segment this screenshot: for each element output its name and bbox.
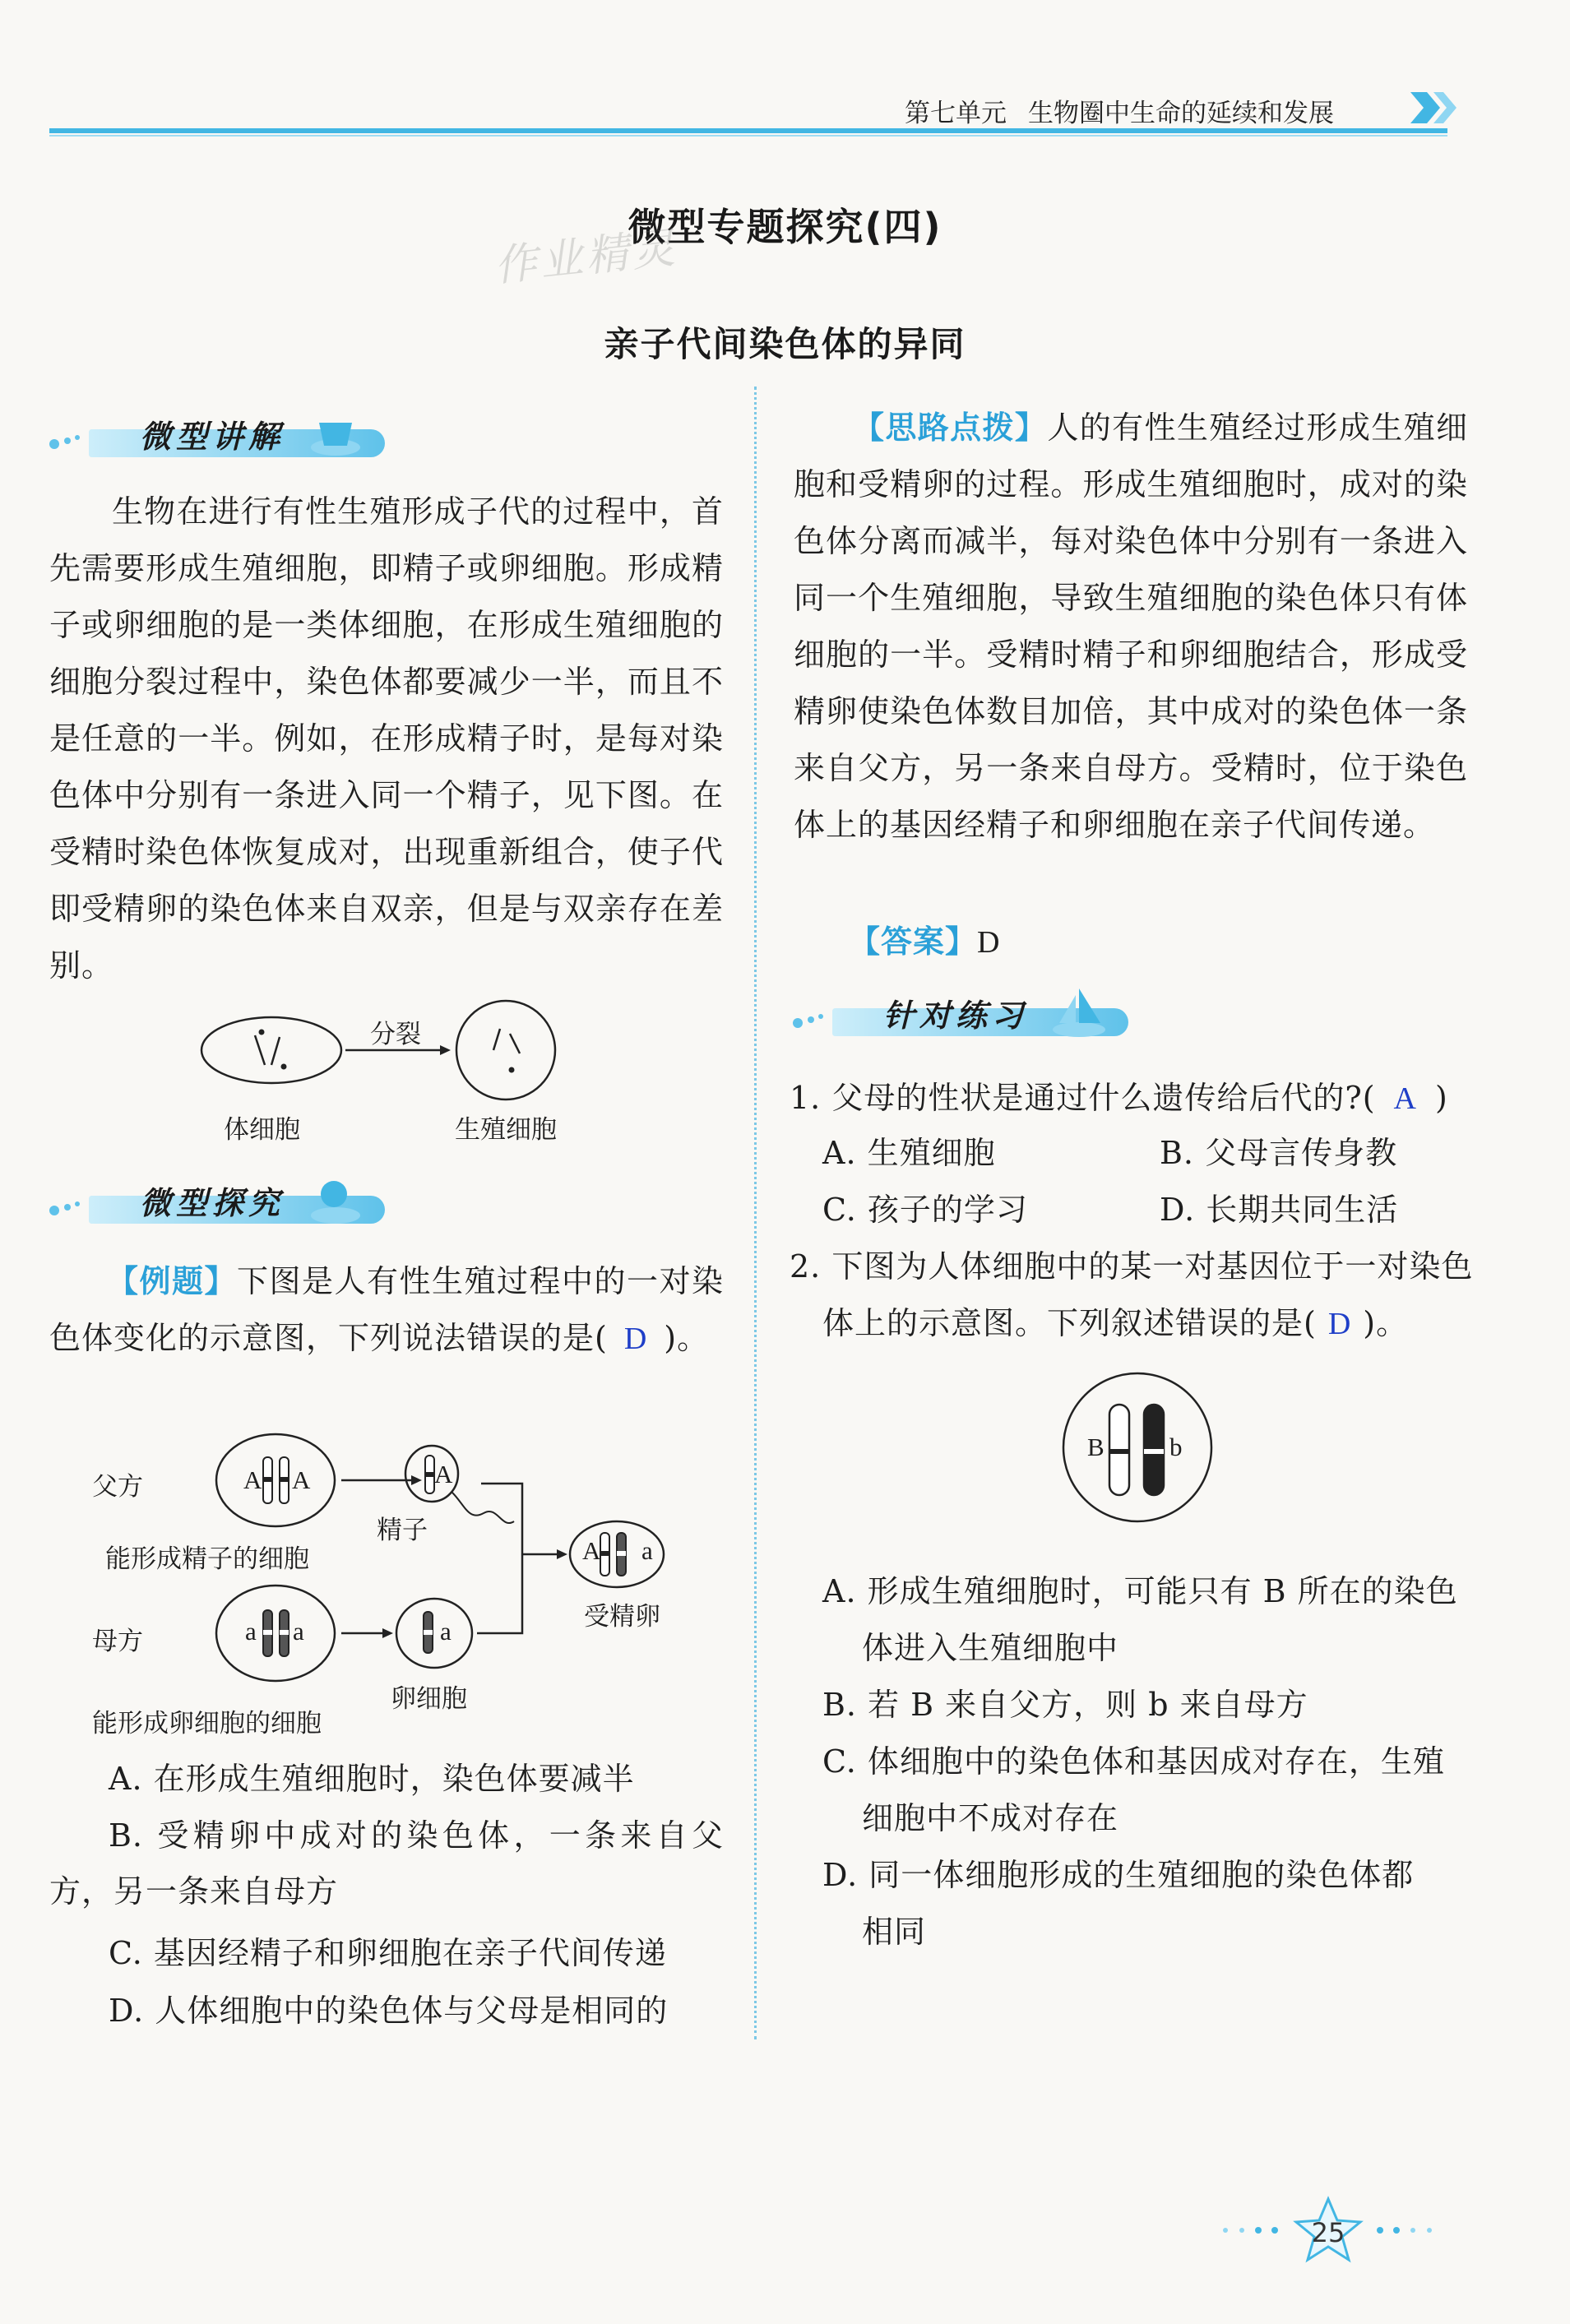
answer-tag: 【答案】 <box>849 924 978 960</box>
page-title: 微型专题探究(四) <box>628 205 942 249</box>
q1-option-d: D. 长期共同生活 <box>1160 1192 1399 1228</box>
example-option-a: A. 在形成生殖细胞时，染色体要减半 <box>109 1761 635 1797</box>
gene-b-label: b <box>1169 1433 1183 1461</box>
example-tag: 【例题】 <box>107 1263 237 1299</box>
diagram1-arrow-label: 分裂 <box>370 1020 421 1049</box>
q2-option-d: D. 同一体细胞形成的生殖细胞的染色体都 <box>822 1857 1415 1893</box>
section-title-practice: 针对练习 <box>883 998 1029 1034</box>
gene-A-left: A <box>243 1465 262 1494</box>
q2-option-a-cont: 体进入生殖细胞中 <box>862 1630 1119 1666</box>
teacup-icon <box>303 406 368 464</box>
q1-option-b: B. 父母言传身教 <box>1160 1135 1398 1171</box>
q1-option-a: A. 生殖细胞 <box>822 1135 996 1171</box>
unit-label: 第七单元 <box>905 99 1007 128</box>
q2-answer: D <box>1327 1307 1352 1341</box>
section-banner-lecture <box>48 408 393 465</box>
q1-answer: A <box>1393 1081 1417 1116</box>
example-option-c: C. 基因经精子和卵细胞在亲子代间传递 <box>109 1935 667 1971</box>
q2-option-b: B. 若 B 来自父方，则 b 来自母方 <box>822 1687 1308 1723</box>
section-title-lecture: 微型讲解 <box>140 419 285 455</box>
analysis-tag: 【思路点拨】 <box>853 410 1048 446</box>
q1-stem-end: ) <box>1435 1080 1448 1116</box>
example-answer: D <box>623 1322 648 1356</box>
father-cell-label: 能形成精子的细胞 <box>105 1544 309 1574</box>
analysis-text: 人的有性生殖经过形成生殖细胞和受精卵的过程。形成生殖细胞时，成对的染色体分离而减半，每对染色体中分别有一条进入同一个生殖细胞，导致生殖细胞的染色体只有体细胞的一半。受精时精子和卵细胞结合，形成受精卵使染色体数目加倍，其中成对的染色体一条来自父方，另一条来自母方。受精时，位于染色体上的基因经精子和卵细胞在亲子代间传递。 <box>794 410 1468 843</box>
column-divider <box>754 387 757 2039</box>
q2-stem-end: )。 <box>1363 1305 1409 1341</box>
lecture-paragraph: 生物在进行有性生殖形成子代的过程中，首先需要形成生殖细胞，即精子或卵细胞。形成精子或卵细胞的是一类体细胞，在形成生殖细胞的细胞分裂过程中，染色体都要减少一半，而且不是任意的一半。例如，在形成精子时，是每对染色体中分别有一条进入同一个精子，见下图。在受精时染色体恢复成对，出现重新组合，使子代即受精卵的染色体来自双亲，但是与双亲存在差别。 <box>49 493 724 984</box>
zygote-label: 受精卵 <box>584 1602 660 1632</box>
microscope-icon <box>303 1173 368 1230</box>
gene-a-left: a <box>245 1617 257 1646</box>
gene-B-label: B <box>1087 1433 1105 1461</box>
mother-cell-label: 能形成卵细胞的细胞 <box>92 1709 322 1738</box>
example-option-b: B. 受精卵中成对的染色体，一条来自父方，另一条来自母方 <box>49 1817 724 1910</box>
example-stem-end: )。 <box>664 1320 710 1356</box>
mother-label: 母方 <box>92 1627 143 1656</box>
example-option-d: D. 人体细胞中的染色体与父母是相同的 <box>109 1993 669 2029</box>
diagram1-body-cell-label: 体细胞 <box>224 1115 300 1145</box>
gene-pair-diagram <box>1040 1365 1238 1530</box>
gene-A-right: A <box>292 1465 311 1494</box>
zygote-gene-a: a <box>641 1536 653 1565</box>
sperm-label: 精子 <box>377 1516 428 1545</box>
page-number: 25 <box>1311 2217 1345 2248</box>
answer-value: D <box>977 925 1001 960</box>
q2-stem-line2 <box>822 1303 1408 1345</box>
q2-stem-line1: 2. 下图为人体细胞中的某一对基因位于一对染色 <box>790 1248 1474 1285</box>
header-rule <box>49 128 1447 133</box>
sperm-gene-A: A <box>434 1460 453 1488</box>
section-banner-practice <box>791 987 1137 1044</box>
q2-option-c: C. 体细胞中的染色体和基因成对存在，生殖 <box>822 1743 1445 1780</box>
example-stem-text: 下图是人有性生殖过程中的一对染色体变化的示意图，下列说法错误的是( <box>49 1263 724 1356</box>
section-title-explore: 微型探究 <box>140 1185 285 1221</box>
father-label: 父方 <box>92 1472 143 1502</box>
q1-stem <box>790 1077 1448 1119</box>
example-stem <box>49 1253 724 1368</box>
gene-a-right: a <box>293 1617 304 1646</box>
q2-option-d-cont: 相同 <box>862 1914 927 1950</box>
diagram1-germ-cell-label: 生殖细胞 <box>455 1115 557 1145</box>
page-subtitle: 亲子代间染色体的异同 <box>604 324 966 364</box>
sailboat-icon <box>1046 985 1112 1043</box>
unit-title: 生物圈中生命的延续和发展 <box>1028 99 1334 128</box>
q2-option-a: A. 形成生殖细胞时，可能只有 B 所在的染色 <box>822 1573 1458 1609</box>
header-rule-thin <box>49 135 1447 137</box>
q1-stem-text: 1. 父母的性状是通过什么遗传给后代的?( <box>790 1080 1376 1116</box>
analysis-paragraph <box>794 400 1468 854</box>
zygote-gene-A: A <box>582 1536 601 1565</box>
header-chevron-icon <box>1410 89 1468 127</box>
watermark: 作业精灵 <box>492 223 681 292</box>
q2-stem-text: 体上的示意图。下列叙述错误的是( <box>822 1305 1317 1341</box>
egg-label: 卵细胞 <box>391 1684 467 1714</box>
egg-gene-a: a <box>440 1617 452 1646</box>
fertilization-diagram <box>90 1423 683 1727</box>
answer-line <box>849 921 1000 963</box>
q2-option-c-cont: 细胞中不成对存在 <box>862 1800 1119 1836</box>
running-header <box>905 92 1355 129</box>
section-banner-explore <box>48 1174 393 1232</box>
q1-option-c: C. 孩子的学习 <box>822 1192 1028 1228</box>
